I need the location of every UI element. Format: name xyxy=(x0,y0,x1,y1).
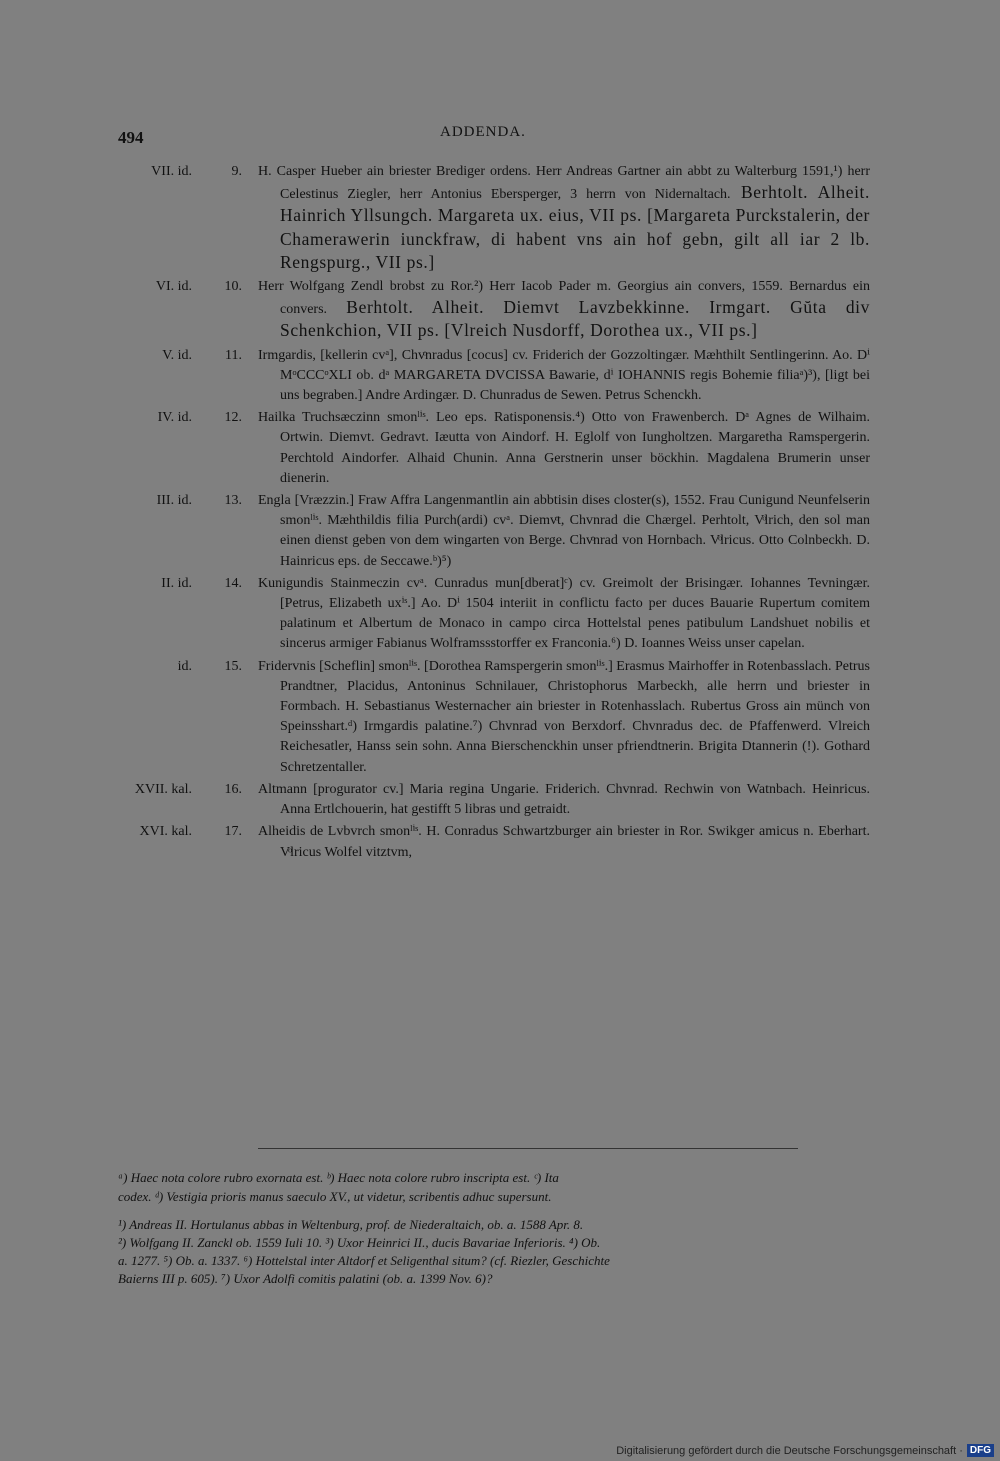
footnotes-alpha xyxy=(118,1168,848,1206)
entry-text-segment: Kunigundis Stainmeczin cvᵃ. Cunradus mun[dberat]ᶜ) cv. Greimolt der Brisingær. Iohannes Tevningær. [Petrus, Elizabeth uxⁱˢ.] Ao. Dⁱ 1504 interiit in conflictu facto per duces Bauarie Rupertum comitem palatinum et Albertum de Monaco in campo circa Hottelstal penes patibulum Landshuet nobilis et sincerus armiger Fabianus Wolframssstorffer ex Franconia.⁶) D. Ioannes Weiss unser capelan. xyxy=(258,575,870,652)
footnote-rule xyxy=(258,1148,798,1149)
footnotes-numeric xyxy=(118,1216,848,1288)
entry-text xyxy=(258,491,870,572)
footnote-line: a. 1277. ⁵) Ob. a. 1337. ⁶) Hottelstal inter Altdorf et Seligenthal situm? (cf. Riezler, Geschichte xyxy=(118,1253,610,1268)
entry-day-number: 9. xyxy=(231,164,242,179)
entry-date: XVI. kal. xyxy=(139,824,192,840)
entry-date: VII. id. xyxy=(151,164,192,179)
entry-text xyxy=(258,408,870,489)
entry-text-segment: Berhtolt. Alheit. Hainrich Yllsungch. Margareta ux. eius, VII ps. [Margareta Purckstalerin, der Chamerawerin iunckfraw, di habent vns ain hof gebn, gilt all iar 2 lb. Rengspurg., VII ps.] xyxy=(280,182,870,272)
entry-text xyxy=(258,574,870,655)
entry-text-segment: Hailka Truchsæczinn smonˡⁱˢ. Leo eps. Ratisponensis.⁴) Otto von Frawenberch. Dᵃ Agnes de Wilhaim. Ortwin. Diemvt. Gedravt. Iæutta von Aindorf. H. Eglolf von Iungholtzen. Margaretha Ramspergerin. Perchtold Aindorfer. Alhaid Chunin. Anna Gerstnerin unser böckhin. Magdalena Brumerin unser dienerin. xyxy=(258,410,870,486)
entry-text-segment: Berhtolt. Alheit. Diemvt Lavzbekkinne. Irmgart. Gŭta div Schenkchion, VII ps. [Vlreich Nusdorff, Dorothea ux., VII ps.] xyxy=(280,297,870,341)
entry-date: id. xyxy=(177,658,192,674)
entry-text xyxy=(258,822,870,862)
calendar-entry xyxy=(0,574,1000,655)
running-head: ADDENDA. xyxy=(440,124,526,140)
entry-text-segment: Altmann [progurator cv.] Maria regina Ungarie. Friderich. Chvnrad. Rechwin von Watnbach. Heinricus. Anna Ertlchouerin, hat gestifft 5 libras und getraidt. xyxy=(258,781,870,818)
entry-text xyxy=(258,277,870,344)
entry-day-number: 13. xyxy=(224,493,242,509)
dfg-logo: DFG xyxy=(967,1444,994,1457)
entry-date: II. id. xyxy=(161,575,192,591)
footnote-line: codex. ᵈ) Vestigia prioris manus saeculo XV., ut videtur, scribentis adhuc supersunt. xyxy=(118,1189,552,1204)
calendar-entry xyxy=(0,346,1000,407)
entry-date: XVII. kal. xyxy=(134,781,192,797)
entry-text xyxy=(258,162,870,275)
entry-day-number: 10. xyxy=(224,279,242,295)
entry-text-segment: Engla [Vræzzin.] Fraw Affra Langenmantlin ain abbtisin dises closter(s), 1552. Frau Cunigund Neunfelserin smonˡⁱˢ. Mæhthildis filia Purch(ardi) cvᵃ. Diemvͦt, Chvnrad die Chærgel. Perhtolt, Vͦlrich, den sol man einen dienst geben von dem wingarten von Berge. Chvͦnrad von Hornbach. Vͦlricus. Otto Colnbeckh. D. Hainricus eps. de Seccawe.ᵇ)⁵) xyxy=(258,493,870,569)
calendar-entry xyxy=(0,408,1000,489)
entry-day-number: 14. xyxy=(224,575,242,591)
entry-day-number: 15. xyxy=(224,658,242,674)
entry-date: VI. id. xyxy=(155,279,192,295)
entry-date: IV. id. xyxy=(157,410,192,426)
footnote-line: ²) Wolfgang II. Zanckl ob. 1559 Iuli 10. ³) Uxor Heinrici II., ducis Bavariae Inferioris. ⁴) Ob. xyxy=(118,1235,601,1250)
entry-day-number: 17. xyxy=(224,824,242,840)
calendar-entry xyxy=(0,780,1000,820)
entry-text-segment: Fridervnis [Scheflin] smonˡⁱˢ. [Dorothea Ramspergerin smonˡⁱˢ.] Erasmus Mairhoffer in Rotenbasslach. Petrus Prandtner, Placidus, Antoninus Schnilauer, Christophorus Marbeckh, alle herrn und briester in Formbach. H. Sebastianus Westernacher ain briester in Rotenhasslach. Rubertus Gross ain münch von Speinsshart.ᵈ) Irmgardis palatine.⁷) Chvnrad von Berxdorf. Chvnradus dec. de Pfaffenwerd. Vlreich Reichesatler, Hanss sein sohn. Anna Bierschenckhin unser pfriendtnerin. Brigita Dtannerin (!). Gothard Schretzentaller. xyxy=(258,658,870,775)
entry-text-segment: H. Casper Hueber ain briester Brediger ordens. Herr Andreas Gartner ain abbt zu Walterburg 1591,¹) herr Celestinus Ziegler, herr Antonius Ebersperger, 3 herrn von Nidernaltach. xyxy=(258,164,870,203)
calendar-entry xyxy=(0,491,1000,572)
calendar-entry xyxy=(0,822,1000,862)
calendar-entry xyxy=(0,162,1000,275)
footnote-line: ¹) Andreas II. Hortulanus abbas in Weltenburg, prof. de Niederaltaich, ob. a. 1588 Apr. 8. xyxy=(118,1217,584,1232)
entry-text-segment: Herr Wolfgang Zendl brobst zu Ror.²) Herr Iacob Pader m. Georgius ain convers, 1559. Bernardus ein convers. xyxy=(258,279,870,318)
entry-text-segment: Alheidis de Lvbvrch smonˡⁱˢ. H. Conradus Schwartzburger ain briester in Ror. Swikger amicus n. Eberhart. Vͦlricus Wolfel vitztvm, xyxy=(258,824,870,860)
entry-text-segment: Irmgardis, [kellerin cvᵃ], Chvͦnradus [cocus] cv. Friderich der Gozzoltingær. Mæhthilt Sentlingerinn. Ao. Dⁱ MᵒCCCᵒXLI ob. dᵃ MARGARETA DVCISSA Bawarie, dⁱ IOHANNIS regis Bohemie filiaᵃ)³), [ligt bei uns begraben.] Andre Ardingær. D. Chunradus de Sewen. Petrus Schenckh. xyxy=(258,347,870,404)
entry-text xyxy=(258,346,870,407)
digitization-credit xyxy=(616,1444,994,1457)
calendar-entry xyxy=(0,277,1000,344)
entry-day-number: 11. xyxy=(225,347,242,363)
entry-date: V. id. xyxy=(162,347,192,363)
entry-text xyxy=(258,657,870,778)
entry-day-number: 16. xyxy=(224,781,242,797)
page-number: 494 xyxy=(118,128,144,147)
calendar-entries xyxy=(0,162,1000,865)
calendar-entry xyxy=(0,657,1000,778)
entry-date: III. id. xyxy=(156,493,192,509)
entry-day-number: 12. xyxy=(224,410,242,426)
footnote-line: Baierns III p. 605). ⁷) Uxor Adolfi comitis palatini (ob. a. 1399 Nov. 6)? xyxy=(118,1271,493,1286)
credit-text: Digitalisierung gefördert durch die Deutsche Forschungsgemeinschaft · xyxy=(616,1444,963,1457)
footnote-line: ᵃ) Haec nota colore rubro exornata est. ᵇ) Haec nota colore rubro inscripta est. ᶜ) Ita xyxy=(118,1170,559,1185)
entry-text xyxy=(258,780,870,820)
